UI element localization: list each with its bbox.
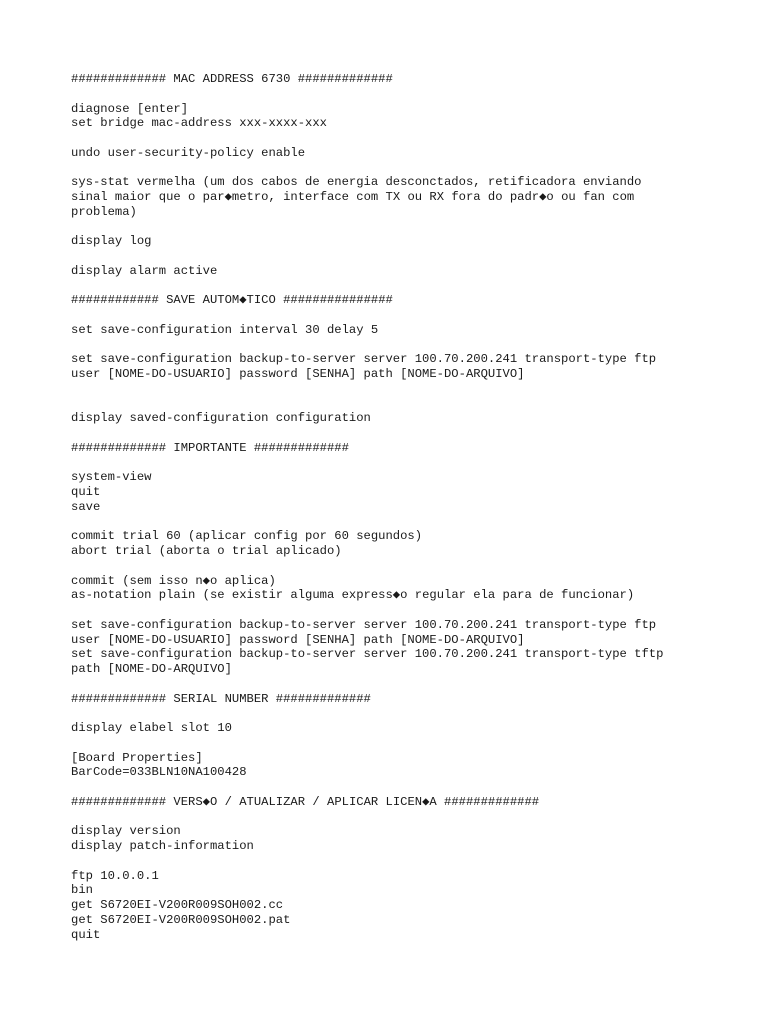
document-line — [71, 279, 663, 294]
document-line — [71, 854, 663, 869]
document-line: ############# IMPORTANTE ############# — [71, 440, 349, 455]
document-line: [Board Properties] — [71, 750, 203, 765]
document-line — [71, 308, 663, 323]
document-line: set save-configuration backup-to-server server 100.70.200.241 transport-type tftp — [71, 647, 664, 662]
document-line — [71, 515, 663, 530]
document-line — [71, 249, 663, 264]
document-line: quit — [71, 927, 101, 942]
document-line: commit trial 60 (aplicar config por 60 segundos) — [71, 529, 423, 544]
document-line: set save-configuration interval 30 delay 5 — [71, 322, 379, 337]
document-line: display saved-configuration configuration — [71, 411, 371, 426]
document-line — [71, 559, 663, 574]
document-line — [71, 426, 663, 441]
document-line: ftp 10.0.0.1 — [71, 868, 159, 883]
document-line: display elabel slot 10 — [71, 721, 232, 735]
document-line: get S6720EI-V200R009SOH002.pat — [71, 912, 291, 927]
document-line: ############# VERS◆O / ATUALIZAR / APLICAR LICEN◆A ############# — [71, 794, 540, 809]
document-line: ############ SAVE AUTOM◆TICO ############### — [71, 293, 393, 308]
document-line: undo user-security-policy enable — [71, 145, 306, 160]
document-line — [71, 706, 663, 721]
document-line: display alarm active — [71, 263, 218, 278]
document-line: user [NOME-DO-USUARIO] password [SENHA] path [NOME-DO-ARQUIVO] — [71, 632, 525, 647]
document-line — [71, 131, 663, 146]
document-line: ############# MAC ADDRESS 6730 ############# — [71, 72, 393, 86]
document-line: quit — [71, 485, 101, 499]
document-line: problema) — [71, 204, 137, 219]
document-line: system-view — [71, 470, 152, 485]
document-line — [71, 780, 663, 795]
document-line: set save-configuration backup-to-server server 100.70.200.241 transport-type ftp — [71, 617, 657, 632]
document-line: set bridge mac-address xxx-xxxx-xxx — [71, 116, 327, 131]
document-line: as-notation plain (se existir alguma express◆o regular ela para de funcionar) — [71, 588, 635, 603]
document-line — [71, 456, 663, 471]
document-body — [71, 72, 663, 942]
document-line: path [NOME-DO-ARQUIVO] — [71, 662, 232, 676]
document-line: sinal maior que o par◆metro, interface com TX ou RX fora do padr◆o ou fan com — [71, 190, 635, 204]
document-line — [71, 603, 663, 618]
document-line — [71, 810, 663, 825]
document-line: display log — [71, 234, 152, 249]
document-line: ############# SERIAL NUMBER ############# — [71, 691, 371, 706]
document-line: get S6720EI-V200R009SOH002.cc — [71, 898, 284, 912]
document-line — [71, 736, 663, 751]
document-line: commit (sem isso n◆o aplica) — [71, 573, 276, 588]
document-line — [71, 220, 663, 235]
document-line — [71, 397, 663, 412]
document-line: bin — [71, 883, 93, 898]
document-line — [71, 338, 663, 353]
document-line: user [NOME-DO-USUARIO] password [SENHA] path [NOME-DO-ARQUIVO] — [71, 367, 525, 381]
document-line: display version — [71, 824, 181, 839]
document-line: display patch-information — [71, 839, 254, 853]
document-line: save — [71, 499, 101, 514]
document-line: abort trial (aborta o trial aplicado) — [71, 544, 342, 558]
document-line — [71, 382, 663, 397]
document-line — [71, 87, 663, 102]
document-line: BarCode=033BLN10NA100428 — [71, 765, 247, 780]
document-line: sys-stat vermelha (um dos cabos de energia desconctados, retificadora enviando — [71, 175, 642, 190]
document-line — [71, 161, 663, 176]
document-line — [71, 677, 663, 692]
document-line: set save-configuration backup-to-server server 100.70.200.241 transport-type ftp — [71, 352, 657, 367]
document-line: diagnose [enter] — [71, 101, 189, 116]
